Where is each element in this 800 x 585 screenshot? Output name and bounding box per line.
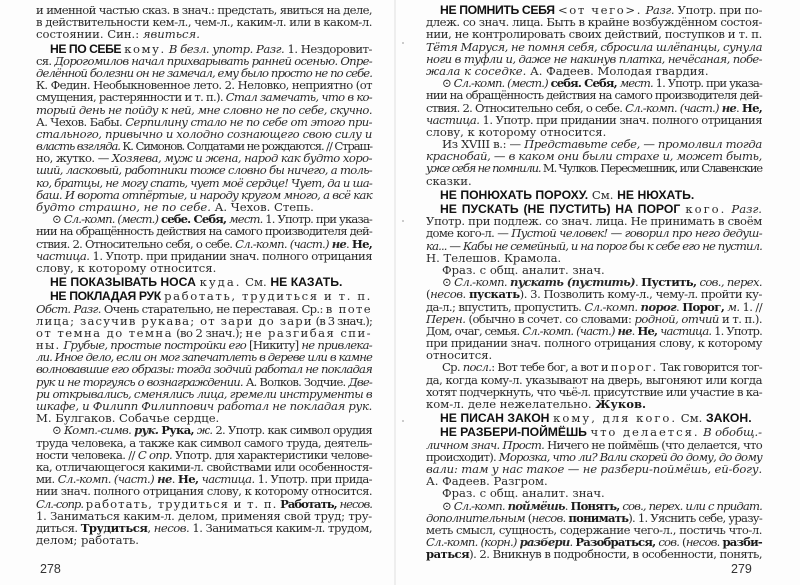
text-run: не разгибая спи- <box>245 325 372 340</box>
text-line <box>36 262 372 274</box>
text-run: частица. <box>426 112 480 127</box>
text-run: сов., перех. или с придат. <box>622 498 762 513</box>
text-run: нии на обращённость действия на самого производителя дей- <box>36 224 372 239</box>
text-run: делом; работать. <box>36 533 139 548</box>
text-run: См. <box>241 275 271 290</box>
text-line <box>36 28 372 40</box>
text-run: Тётя Маруся, не помня себя, сбросила шлёпанцы, сунула <box>426 39 762 54</box>
text-run: и т. п.). <box>718 311 762 326</box>
text-run: Жуков. <box>595 397 647 411</box>
text-run: происходит). <box>426 449 499 464</box>
text-run: Перен. <box>426 311 466 326</box>
text-run: 1. // <box>739 299 762 314</box>
text-run: ри открывались, сменялись лица, гремели инструменты в <box>36 386 372 401</box>
text-run: кому, для кого. <box>553 411 678 426</box>
text-run: м. <box>727 299 740 314</box>
text-run: пускать (пустить) <box>510 275 636 290</box>
text-run: ком-л. деле нежелательно. <box>426 397 596 411</box>
text-run: М. Булгаков. Собачье сердце. <box>36 411 220 426</box>
text-run: А. Волков. Зодчие. <box>242 374 349 389</box>
text-run: сов. <box>658 535 680 550</box>
text-run: ствия. 2. Относительно себя, о себе. <box>36 236 236 251</box>
text-run: стального, привычно и холодно сознающего свою силу и <box>36 126 372 141</box>
text-run: ⊙ <box>442 275 455 290</box>
text-run: ший, ласковый, работники тоже словно бы ничего, а толь- <box>36 163 372 178</box>
scan-speck <box>402 42 404 44</box>
text-run: ⊙ <box>52 423 65 438</box>
text-run: шкафе, и Филипп Филиппович работал не покладая рук. <box>36 399 372 413</box>
text-run: ко, братцы, не могу спать, чует моё сердце! Чует, да и ша- <box>36 175 372 190</box>
text-run: Не, <box>351 236 372 251</box>
text-run: волновавшие его образы: тогда зодчий работал не покладая <box>36 362 372 377</box>
text-run: ка... — Кабы не семейный, и на порог бы к себе его не пустил. <box>426 238 762 253</box>
text-run: Хозяева, муж и жена, народ как будто хоро- <box>111 151 373 166</box>
text-run: ноги в туфли и, даже не накинув платка, нечёсаная, побе- <box>426 51 762 66</box>
text-run: Употр. при подлеж. со знач. лица. Не принимать в своём <box>426 214 762 229</box>
entry-headword: НЕ ПОКЛАДАЯ РУК <box>50 289 161 304</box>
text-run: хотят подчеркнуть, что чьё-л. присутствие или участие в ка- <box>426 384 763 399</box>
entry-headword: НЕ ПОКАЗЫВАТЬ НОСА <box>50 275 196 290</box>
text-run: [Никиту] <box>246 338 302 353</box>
text-run: не <box>331 236 347 251</box>
text-run: власть взгляда. <box>36 139 120 154</box>
text-run: ). 3. Позволить кому-л., чему-л. пройти ку- <box>519 287 762 302</box>
text-run: Разг. <box>731 202 762 216</box>
text-run: работать, трудиться и т. п. <box>164 289 372 304</box>
text-run: 1. Заниматься каким-л. делом, применяя свой труд; тру- <box>36 508 372 523</box>
entry-headword: НЕ ПОНЮХАТЬ ПОРОХУ. <box>440 187 589 202</box>
text-run: (обычно в сочет. со словами: <box>465 311 635 326</box>
text-run: нии знач. полного отрицания слову, к которому относится. <box>36 484 372 499</box>
text-run: работать, трудиться и т. п. <box>85 496 278 511</box>
text-run: . <box>635 275 642 290</box>
text-run: (в 3 знач.); <box>312 313 373 328</box>
text-run: состоянии. Син.: <box>36 27 143 42</box>
text-run: Сл.-сопр. <box>36 496 84 511</box>
text-run: Разг. <box>645 3 675 17</box>
text-run: Комп.-симв. <box>64 423 132 438</box>
text-run: Не, <box>177 472 199 487</box>
text-run: ⊙ <box>442 498 454 513</box>
text-run: Сл.-комп. (част.) <box>625 100 719 115</box>
text-run: слову, к которому относится. <box>36 260 217 275</box>
text-run: личном знач. Прост. <box>426 437 545 452</box>
text-run: относится. <box>426 348 493 363</box>
text-run: Ничего не поймёшь (что делается, что <box>544 437 763 452</box>
text-run: М. Чулков. Пересмешник, или Славенские <box>540 161 762 176</box>
text-run: А. Чехов. Степь. <box>210 200 314 214</box>
text-run: рук и не торгуясь о вознаграждении. <box>36 374 243 389</box>
text-run: Употр. при по- <box>674 3 762 17</box>
text-run: торый день не пойду к ней, мне словно не по себе, скучно. <box>36 102 372 117</box>
text-run: . <box>569 535 576 550</box>
text-run: в действительности кем-л., чем-л., каким-л. или в каком-л. <box>36 15 373 30</box>
text-run: Рука, <box>161 423 194 438</box>
text-run: себя. Себя, <box>550 76 617 91</box>
text-line <box>426 412 762 424</box>
text-run: ⊙ <box>52 212 64 227</box>
text-run: пускать <box>468 287 520 302</box>
text-run: ся. <box>36 53 55 68</box>
text-run: Сл.-комп. (мест.) <box>63 212 159 227</box>
text-run: да-л.; впустить, пропустить. <box>426 299 585 314</box>
text-run: уже себя не помнили. <box>426 161 541 176</box>
text-run: К. Симонов. Солдатами не рождаются. // Страш- <box>119 139 372 154</box>
text-run: раться <box>426 547 470 562</box>
entry-headword: ЗАКОН. <box>706 411 752 426</box>
text-run: сказки. <box>426 173 472 188</box>
text-run: и именной частью сказ. в знач.: предстать, явиться на деле, <box>36 3 373 17</box>
text-run: С опр. <box>137 447 172 462</box>
text-run: лица; засучив рукава; от зари до зари <box>36 313 313 328</box>
entry-headword: НЕ ПОМНИТЬ СЕБЯ <box>440 3 555 17</box>
text-run: ). 1. Уяснить себе, уразу- <box>628 510 762 525</box>
text-run: ли. Иное дело, если он мог запечатлеть в дереве или в камне <box>36 350 372 365</box>
text-run: Очень старательно, не переставая. Ср.: <box>100 301 326 316</box>
text-run: несов. <box>685 535 720 550</box>
text-run: Обст. Разг. <box>36 301 101 316</box>
text-run: не <box>157 472 172 487</box>
text-run: при придании знач. полного отрицания слову, к которому <box>426 336 762 351</box>
text-run: Сл.-комп. <box>453 498 505 513</box>
text-run: Из XVIII в.: — <box>442 137 525 152</box>
text-run: Пустить, <box>641 275 697 290</box>
text-run: сов., перех. <box>699 275 762 290</box>
text-run: Сл.-комп. (мест.) <box>453 76 548 91</box>
text-run: доме кого-л. — <box>426 226 512 241</box>
text-run: ны. <box>36 338 61 353</box>
text-run: В безл. употр. Разг. <box>168 41 285 56</box>
text-run: дополнительным <box>426 510 525 525</box>
text-run: Пустой человек! — говорил про него дедуш- <box>511 226 762 241</box>
text-run: Сл.-комп. <box>454 275 507 290</box>
text-run: 1. Употр. при указа- <box>262 212 373 227</box>
text-run: . <box>736 100 742 115</box>
text-run: не <box>721 100 737 115</box>
text-run: Дом, очаг, семья. <box>426 323 523 338</box>
right-page-number: 279 <box>731 562 752 576</box>
text-run: разбери <box>519 535 570 550</box>
text-run: не <box>617 323 632 338</box>
left-page-text-column <box>36 4 372 546</box>
text-line <box>426 548 762 560</box>
text-run: посл. <box>462 360 492 375</box>
text-run: кого. <box>685 202 727 216</box>
text-run: порог. <box>610 360 658 375</box>
text-run: от темна до темна <box>36 325 173 340</box>
text-run: поймёшь <box>507 498 565 513</box>
text-run: Представьте себе, — промолвил тогда <box>524 137 762 152</box>
text-run: смущения, растерянности и т. п.). <box>36 90 226 105</box>
text-run: ка, отличающегося какими-л. свойствами или особенностя- <box>36 459 372 474</box>
text-run: Так говорится тог- <box>657 360 762 375</box>
text-run: краснобай, — в каком они были страхе и, может быть, <box>426 149 763 164</box>
text-run: См. <box>588 187 618 202</box>
text-run: ствия. 2. Относительно себя, о себе. <box>426 100 626 115</box>
right-page-text-column <box>426 4 762 560</box>
text-run: . <box>676 299 683 314</box>
text-run: ( <box>524 510 532 525</box>
text-run: Дорогомилов начал прихварывать ранней осенью. Опре- <box>54 53 373 68</box>
text-run: Не, <box>741 100 762 115</box>
text-run: Сл.-комп. (част.) <box>235 236 329 251</box>
text-line <box>426 398 762 410</box>
text-run: явиться. <box>142 27 200 42</box>
text-run: Серпилину стало не по себе от этого при- <box>125 114 373 129</box>
text-run: куда. <box>199 275 242 290</box>
text-run: частица. <box>201 472 255 487</box>
left-page-number: 278 <box>40 562 61 576</box>
text-run: диться. <box>36 520 81 535</box>
text-run: (во 2 знач.); <box>172 325 246 340</box>
text-run: частица. <box>36 248 90 263</box>
text-run: не привлека- <box>301 338 372 353</box>
text-run: разби- <box>722 535 762 550</box>
text-run: Сл.-комп. (част.) <box>522 323 615 338</box>
entry-headword: НЕ ПУСКАТЬ (НЕ ПУСТИТЬ) НА ПОРОГ <box>440 202 681 216</box>
text-run: А. Чехов. Бабы. <box>36 114 126 129</box>
entry-headword: НЕ КАЗАТЬ. <box>270 275 343 290</box>
text-run: ). 2. Вникнув в подробности, в особенности, понять, <box>469 547 762 562</box>
text-run: Две- <box>348 374 372 389</box>
text-line <box>36 534 372 546</box>
text-run: Сл.-комп. (част.) <box>57 472 155 487</box>
text-run: : Вот тебе бог, а вот и <box>491 360 611 375</box>
text-run: Работать, <box>280 496 337 511</box>
book-gutter <box>394 0 396 585</box>
text-run: В обобщ.- <box>703 425 763 440</box>
text-line <box>426 175 762 187</box>
text-run: 1. Употр. <box>711 323 762 338</box>
text-run: длеж. со знач. лица. Быть в крайне возбуждённом состоя- <box>426 15 762 30</box>
entry-headword: НЕ РАЗБЕРИ-ПОЙМЁШЬ <box>440 425 587 440</box>
text-run: баш. И ворота отпёртые, и народу кругом много, а всё как <box>36 187 372 202</box>
text-run: Порог, <box>682 299 725 314</box>
text-run: меть смысл, сущность, содержание чего-л., постичь что-л. <box>426 522 762 537</box>
text-run: в поте <box>325 301 372 316</box>
text-run: 1. Употр. при придании знач. полного отрицания <box>89 248 372 263</box>
text-run: слову, к которому относится. <box>426 124 607 139</box>
text-run: 1. Заниматься каким-л. трудом, <box>189 520 373 535</box>
text-run: ( <box>679 535 686 550</box>
text-run: Разобраться, <box>575 535 656 550</box>
text-run: Употр. для характеристики челове- <box>171 447 372 462</box>
text-run: <от чего>. <box>557 3 643 17</box>
text-run: Н. Телешов. Крамола. <box>426 250 562 265</box>
text-run: 1. Употр. при придании знач. полного отрицания <box>479 112 762 127</box>
scan-speck <box>402 420 404 422</box>
text-run: нии на обращённость действия на самого производителя дей- <box>426 88 762 103</box>
text-run: . <box>171 472 178 487</box>
text-run: ж. <box>196 423 213 438</box>
text-run: А. Фадеев. Молодая гвардия. <box>526 63 709 78</box>
text-run: 1. Употр. при прида- <box>254 472 372 487</box>
text-run: ( <box>426 287 431 302</box>
text-run: Грубые, простые постройки его <box>63 338 247 353</box>
text-run: . <box>631 323 638 338</box>
text-run: что делается. <box>590 425 700 440</box>
text-run: К. Федин. Необыкновенное лето. 2. Неловко, неприятно (от <box>36 78 372 93</box>
text-run: Сл.-комп. (корн.) <box>426 535 517 550</box>
entry-headword: НЕ ПО СЕБЕ <box>50 41 122 56</box>
text-run: родной, отчий <box>634 311 719 326</box>
text-run: рук. <box>134 423 159 438</box>
text-run: мест. <box>229 212 263 227</box>
text-run: мест. <box>619 76 653 91</box>
text-line <box>426 189 762 201</box>
text-run: Не, <box>637 323 658 338</box>
text-run: но, жутко. — <box>36 151 112 166</box>
entry-headword: НЕ ПИСАН ЗАКОН <box>440 411 550 426</box>
text-run: несов. <box>153 520 190 535</box>
text-run: . <box>346 236 352 251</box>
text-run: нии, не контролировать своих действий, поступков и т. п. <box>426 27 762 42</box>
text-line <box>426 162 762 174</box>
text-run: Понять, <box>570 498 620 513</box>
text-run: жала к соседке. <box>426 63 527 78</box>
text-run: несов. <box>339 496 372 511</box>
text-run: ности человека. // <box>36 447 138 462</box>
text-run: делённой болезни он не замечал, ему было просто не по себе. <box>36 65 373 80</box>
text-run: кому. <box>124 41 166 56</box>
text-run: Морозка, что ли? Вали скорей до дому, до дому <box>498 449 762 464</box>
right-page <box>400 0 800 585</box>
text-run: Фраз. с общ. аналит. знач. <box>442 262 605 277</box>
text-run: См. <box>677 411 707 426</box>
text-run: 1. Употр. при указа- <box>652 76 762 91</box>
text-run: 2. Употр. как символ орудия <box>212 423 373 438</box>
text-run: . <box>564 498 571 513</box>
text-run: несов. <box>430 287 466 302</box>
text-run: порог <box>640 299 677 314</box>
text-run: частица. <box>660 323 712 338</box>
text-run: несов. <box>531 510 566 525</box>
text-run: Трудиться <box>80 520 148 535</box>
text-run: ⊙ <box>442 76 454 91</box>
left-page <box>0 0 392 585</box>
text-run: Фраз. с общ. аналит. знач. <box>442 486 605 501</box>
text-run: 1. Нездоровит- <box>284 41 373 56</box>
scan-speck <box>402 220 404 222</box>
text-run: Ср. <box>442 360 463 375</box>
text-run: вали: там у нас такое — не разбери-поймёшь, ей-богу. <box>426 461 763 476</box>
text-run: А. Фадеев. Разгром. <box>426 474 548 489</box>
text-run: труда человека, а также как символ самого труда, деятель- <box>36 435 372 450</box>
text-run: себе. Себя, <box>161 212 227 227</box>
text-line <box>36 276 372 288</box>
text-run: Стал замечать, что в ко- <box>225 90 372 105</box>
text-run: будто страшно, не по себе. <box>36 200 211 214</box>
text-run: ми. <box>36 472 58 487</box>
text-run: понимать <box>568 510 629 525</box>
text-run: , <box>147 520 154 535</box>
entry-headword: НЕ НЮХАТЬ. <box>617 187 695 202</box>
text-run: Сл.-комп. <box>584 299 638 314</box>
text-run: да, когда кому-л. указывают на дверь, выгоняют или когда <box>426 372 762 387</box>
